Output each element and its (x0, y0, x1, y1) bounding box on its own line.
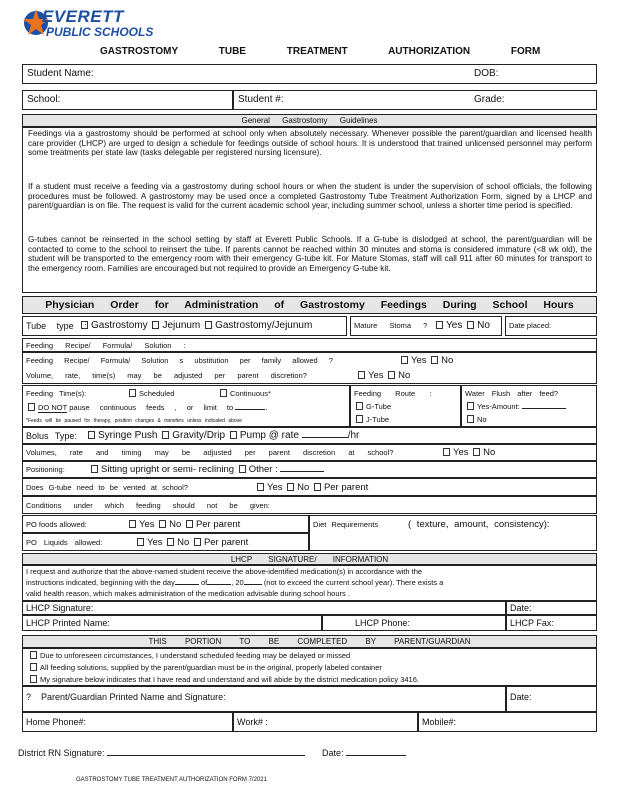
lhcp-signature-field[interactable]: LHCP Signature: (22, 601, 506, 615)
school-field[interactable] (22, 90, 233, 110)
adjust-yes-checkbox[interactable] (358, 371, 365, 379)
vented-yes-checkbox[interactable] (257, 483, 264, 491)
jejunum-option: Jejunum (162, 320, 201, 331)
student-number-field[interactable] (233, 90, 597, 110)
footer: GASTROSTOMY TUBE TREATMENT AUTHORIZATION FORM 7/2021 (76, 777, 267, 783)
continuous-checkbox[interactable] (220, 389, 227, 397)
home-phone-field[interactable]: Home Phone#: (22, 712, 233, 732)
vented-no-checkbox[interactable] (287, 483, 294, 491)
parent-date-field[interactable]: Date: (506, 686, 597, 712)
student-name-field[interactable] (22, 64, 597, 84)
student-name-label: Student Name: (27, 68, 94, 79)
gastrostomy-jejunum-checkbox[interactable] (205, 321, 212, 329)
feeding-footnote: *Feeds will be paused for therapy, position changes & transfers unless indicated above (26, 418, 242, 424)
dob-label: DOB: (474, 68, 499, 79)
bolus-row: Bolus Type: Syringe Push Gravity/Drip Pump @ rate /hr (22, 427, 597, 444)
guidelines-paragraph-1: Feedings via a gastrostomy should be performed at school only when absolutely necessary. Whenever possible the parent/guardian and licensed health care provider (LHCP) are urged to design a schedule for feedings outside of school hours. It is understood that trained unlicensed personnel may perform some treatments per state law (tasks delegable per registered nursing licensure). (28, 129, 592, 158)
student-number-label: Student #: (238, 94, 284, 105)
rn-signature-field[interactable] (18, 748, 305, 758)
substitution-row: Feeding Recipe/ Formula/ Solution s ubstitution per family allowed ? Yes No Volume, rate, time(s) may be adjusted per parent discretion? Yes No (22, 352, 597, 384)
school-label: School: (27, 94, 61, 105)
feeding-route-cell: Feeding Route : G-Tube J-Tube (350, 385, 461, 427)
scheduled-checkbox[interactable] (129, 389, 136, 397)
mature-stoma-row: Mature Stoma ? Yes No (350, 316, 502, 336)
feeding-times-cell: Feeding Time(s): Scheduled Continuous* DO NOT pause continuous feeds , or limit to . *Feeds will be paused for therapy, position changes & transfers unless indicated above (22, 385, 350, 427)
gastrostomy-checkbox[interactable] (81, 321, 88, 329)
parent-item-3-checkbox[interactable] (30, 675, 37, 683)
po-liquids-no-checkbox[interactable] (167, 538, 174, 546)
lhcp-printed-name-field[interactable]: LHCP Printed Name: (22, 615, 322, 631)
diet-requirements-field[interactable]: Diet Requirements ( texture, amount, consistency): (309, 515, 597, 551)
lhcp-header: LHCP SIGNATURE/ INFORMATION (22, 553, 597, 565)
lhcp-fax-field[interactable]: LHCP Fax: (506, 615, 597, 631)
substitution-yes-checkbox[interactable] (401, 356, 408, 364)
logo-line2: PUBLIC SCHOOLS (46, 25, 154, 39)
guidelines-header: General Gastrostomy Guidelines (22, 114, 597, 127)
volumes-yes-checkbox[interactable] (443, 448, 450, 456)
parent-item-1: Due to unforeseen circumstances, I understand scheduled feeding may be delayed or missed (28, 651, 350, 660)
positioning-row: Positioning: Sitting upright or semi- reclining Other : (22, 461, 597, 478)
vented-per-parent-checkbox[interactable] (314, 483, 321, 491)
gastrostomy-jejunum-option: Gastrostomy/Jejunum (215, 320, 313, 331)
water-flush-no-checkbox[interactable] (467, 415, 474, 423)
po-foods-row: PO foods allowed: Yes No Per parent (22, 515, 309, 533)
po-foods-per-parent-checkbox[interactable] (186, 520, 193, 528)
volumes-no-checkbox[interactable] (473, 448, 480, 456)
po-foods-yes-checkbox[interactable] (129, 520, 136, 528)
parent-item-1-checkbox[interactable] (30, 651, 37, 659)
jejunum-checkbox[interactable] (152, 321, 159, 329)
page-title: GASTROSTOMY TUBE TREATMENT AUTHORIZATION FORM (100, 46, 541, 57)
mobile-phone-field[interactable]: Mobile#: (418, 712, 597, 732)
gastrostomy-option: Gastrostomy (91, 320, 148, 331)
volumes-row: Volumes, rate and timing may be adjusted per parent discretion at school? Yes No (22, 444, 597, 461)
do-not-pause-checkbox[interactable] (28, 403, 35, 411)
grade-label: Grade: (474, 94, 505, 105)
substitution-no-checkbox[interactable] (431, 356, 438, 364)
mature-stoma-yes-checkbox[interactable] (436, 321, 443, 329)
work-phone-field[interactable]: Work# : (233, 712, 418, 732)
rn-date-label: Date: (322, 748, 344, 758)
lhcp-phone-field[interactable]: LHCP Phone: (322, 615, 506, 631)
water-flush-cell: Water Flush after feed? Yes-Amount: No (461, 385, 597, 427)
parent-item-2-checkbox[interactable] (30, 663, 37, 671)
parent-signature-field[interactable]: ? Parent/Guardian Printed Name and Signature: (22, 686, 506, 712)
conditions-field[interactable]: Conditions under which feeding should not be given: (22, 496, 597, 514)
syringe-push-checkbox[interactable] (88, 431, 95, 439)
tube-type-row (22, 316, 347, 336)
adjust-no-checkbox[interactable] (388, 371, 395, 379)
date-placed-field[interactable] (505, 316, 597, 336)
g-tube-checkbox[interactable] (356, 402, 363, 410)
po-liquids-per-parent-checkbox[interactable] (194, 538, 201, 546)
date-placed-label: Date placed: (509, 321, 552, 330)
tube-type-label: Tube type : (26, 321, 87, 331)
lhcp-date-field[interactable]: Date: (506, 601, 597, 615)
rn-date-field[interactable] (322, 748, 406, 758)
guidelines-paragraph-3: G-tubes cannot be reinserted in the school setting by staff at Everett Public Schools. If a G-tube is dislodged at school, the parent/guardian will be contacted to come to the school to reinsert the tube. If parents cannot be reached within 30 minutes and stoma is considered immature (<8 wk old), the student will be transported to the emergency room with their emergency G-tube kit. For Mature Stomas, staff will call 911 after 60 minutes for transport to the emergency room. Families are encouraged but not required to provide an Emergency G-tube kit. (28, 235, 592, 273)
physician-order-header: Physician Order for Administration of Gastrostomy Feedings During School Hours (22, 296, 597, 314)
gravity-drip-checkbox[interactable] (162, 431, 169, 439)
water-flush-yes-checkbox[interactable] (467, 402, 474, 410)
guidelines-paragraph-2: If a student must receive a feeding via a gastrostomy during school hours or when the student is under the supervision of school officials, the following procedures must be followed. A gastrostomy may be used once a completed Gastrostomy Tube Treatment Authorization Form, signed by a LHCP and parent/guardian is on file. The request is valid for the current academic school year, including summer school, unless a shorter time period is specified. (28, 182, 592, 211)
po-foods-no-checkbox[interactable] (159, 520, 166, 528)
po-liquids-row: PO Liquids allowed: Yes No Per parent (22, 533, 309, 551)
vented-row: Does G-tube need to be vented at school? Yes No Per parent (22, 478, 597, 496)
feeding-recipe-field[interactable]: Feeding Recipe/ Formula/ Solution : (22, 338, 597, 352)
j-tube-checkbox[interactable] (356, 415, 363, 423)
logo (22, 6, 170, 42)
rn-signature-label: District RN Signature: (18, 748, 105, 758)
po-liquids-yes-checkbox[interactable] (137, 538, 144, 546)
pump-checkbox[interactable] (230, 431, 237, 439)
parent-header: THIS PORTION TO BE COMPLETED BY PARENT/GUARDIAN (22, 635, 597, 648)
parent-item-3: My signature below indicates that I have read and understand and will abide by the district medication policy 3416. (28, 675, 419, 684)
mature-stoma-label: Mature Stoma ? (354, 321, 428, 330)
lhcp-statement-line-2: instructions indicated, beginning with the day of , 20 (not to exceed the current school year). There exists a (26, 578, 444, 587)
logo-line1: EVERETT (42, 7, 124, 26)
parent-item-2: All feeding solutions, supplied by the parent/guardian must be in the original, properly labeled container (28, 663, 382, 672)
lhcp-statement-line-3: valid health reason, which makes administration of the medication advisable during school hours . (26, 589, 350, 598)
lhcp-statement-line-1: I request and authorize that the above-named student receive the above-identified medication(s) in accordance with the (26, 567, 423, 576)
mature-stoma-no-checkbox[interactable] (467, 321, 474, 329)
sitting-upright-checkbox[interactable] (91, 465, 98, 473)
positioning-other-checkbox[interactable] (239, 465, 246, 473)
